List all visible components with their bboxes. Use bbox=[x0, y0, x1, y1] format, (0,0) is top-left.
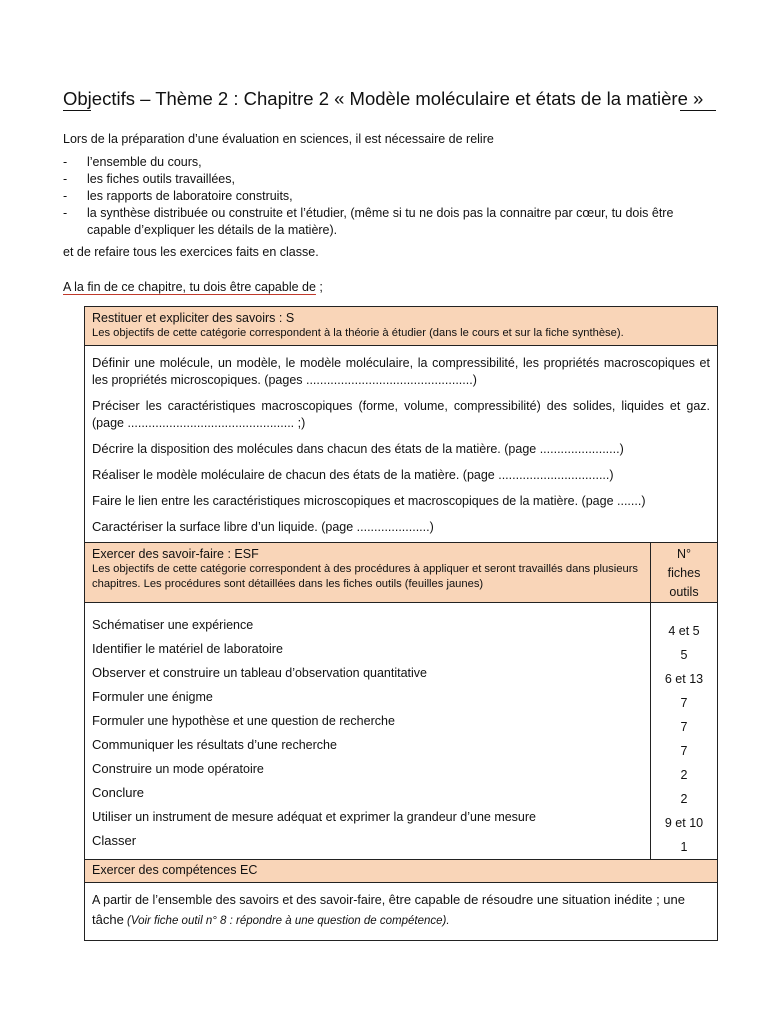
fiche-number: 7 bbox=[680, 744, 688, 758]
page-title bbox=[63, 88, 703, 110]
savoir-item: Préciser les caractéristiques macroscopiques (forme, volume, compressibilité) des solides, liquides et gaz. (page ................................................ ;) bbox=[92, 398, 710, 430]
list-item: - les rapports de laboratoire construits, bbox=[63, 189, 293, 203]
savoirs-title: Restituer et expliciter des savoirs : S bbox=[92, 311, 295, 325]
ec-body bbox=[85, 883, 718, 941]
ec-bold: être capable de résoudre une situation inédite ; une tâche bbox=[92, 892, 685, 927]
esf-header bbox=[85, 543, 651, 603]
title-underline-left bbox=[63, 110, 91, 111]
esf-item: Schématiser une expérience bbox=[92, 617, 254, 632]
fiche-number: 7 bbox=[680, 720, 688, 734]
fiche-number: 6 et 13 bbox=[664, 672, 704, 686]
esf-item: Classer bbox=[92, 833, 137, 848]
esf-title: Exercer des savoir-faire : ESF bbox=[92, 547, 259, 561]
savoir-item: Faire le lien entre les caractéristiques microscopiques et macroscopiques de la matière. (page .......) bbox=[92, 493, 646, 508]
lead-rest: ; bbox=[315, 280, 323, 294]
esf-item: Utiliser un instrument de mesure adéquat et exprimer la grandeur d’une mesure bbox=[92, 809, 537, 824]
savoir-item: Définir une molécule, un modèle, le modèle moléculaire, la compressibilité, les propriétés macroscopiques et les propriétés microscopiques. (pages ................................................) bbox=[92, 355, 710, 387]
fiches-header: N° fiches outils bbox=[651, 543, 718, 603]
title-part-1: Obj bbox=[63, 88, 92, 109]
objectives-table bbox=[84, 306, 718, 941]
esf-item: Conclure bbox=[92, 785, 145, 800]
savoir-item: Caractériser la surface libre d’un liquide. (page .....................) bbox=[92, 519, 434, 534]
fiches-numbers bbox=[651, 603, 718, 860]
fiche-number: 1 bbox=[680, 840, 688, 854]
esf-item: Communiquer les résultats d’une recherche bbox=[92, 737, 337, 752]
outro-text: et de refaire tous les exercices faits en classe. bbox=[63, 245, 319, 259]
fiche-number: 5 bbox=[680, 648, 688, 662]
savoir-item: Décrire la disposition des molécules dans chacun des états de la matière. (page .......................) bbox=[92, 441, 624, 456]
ec-text: A partir de l’ensemble des savoirs et des savoir-faire, bbox=[92, 893, 389, 907]
savoirs-body bbox=[85, 346, 718, 543]
title-underline-right bbox=[680, 110, 716, 111]
esf-item: Observer et construire un tableau d’observation quantitative bbox=[92, 665, 428, 680]
fiche-number: 4 et 5 bbox=[668, 624, 700, 638]
list-item: - les fiches outils travaillées, bbox=[63, 172, 235, 186]
fiche-number: 9 et 10 bbox=[664, 816, 704, 830]
intro-text: Lors de la préparation d’une évaluation en sciences, il est nécessaire de relire bbox=[63, 132, 494, 146]
savoir-item: Réaliser le modèle moléculaire de chacun des états de la matière. (page ................................) bbox=[92, 467, 614, 482]
ec-title: Exercer des compétences EC bbox=[92, 863, 258, 877]
esf-item: Formuler une hypothèse et une question de recherche bbox=[92, 713, 395, 728]
esf-item: Identifier le matériel de laboratoire bbox=[92, 641, 283, 656]
savoirs-header bbox=[85, 307, 718, 346]
esf-item: Construire un mode opératoire bbox=[92, 761, 264, 776]
esf-subtitle: Les objectifs de cette catégorie correspondent à des procédures à appliquer et seront travaillés dans plusieurs chapitres. Les procédures sont détaillées dans les fiches outils (feuilles jaunes) bbox=[92, 563, 639, 590]
ec-italic: (Voir fiche outil n° 8 : répondre à une question de compétence). bbox=[123, 915, 450, 927]
objectives-lead bbox=[63, 279, 323, 296]
esf-item: Formuler une énigme bbox=[92, 689, 213, 704]
fiche-number: 2 bbox=[680, 768, 688, 782]
fiche-number: 2 bbox=[680, 792, 688, 806]
fiche-number: 7 bbox=[680, 696, 688, 710]
title-part-3: ère » bbox=[661, 88, 704, 109]
title-part-2: ectifs – Thème 2 : Chapitre 2 « Modèle moléculaire et états de la mati bbox=[91, 88, 662, 109]
lead-underlined: A la fin de ce chapitre, tu dois être capable de bbox=[63, 280, 316, 294]
ec-header bbox=[85, 860, 718, 883]
list-item: - la synthèse distribuée ou construite et l’étudier, (même si tu ne dois pas la connaitre par cœur, tu dois être capable d’expliquer les détails de la matière). bbox=[63, 206, 674, 237]
savoirs-subtitle: Les objectifs de cette catégorie correspondent à la théorie à étudier (dans le cours et sur la fiche synthèse). bbox=[92, 327, 624, 339]
esf-body bbox=[85, 603, 651, 860]
review-list bbox=[63, 154, 713, 239]
list-item: - l’ensemble du cours, bbox=[63, 155, 202, 169]
